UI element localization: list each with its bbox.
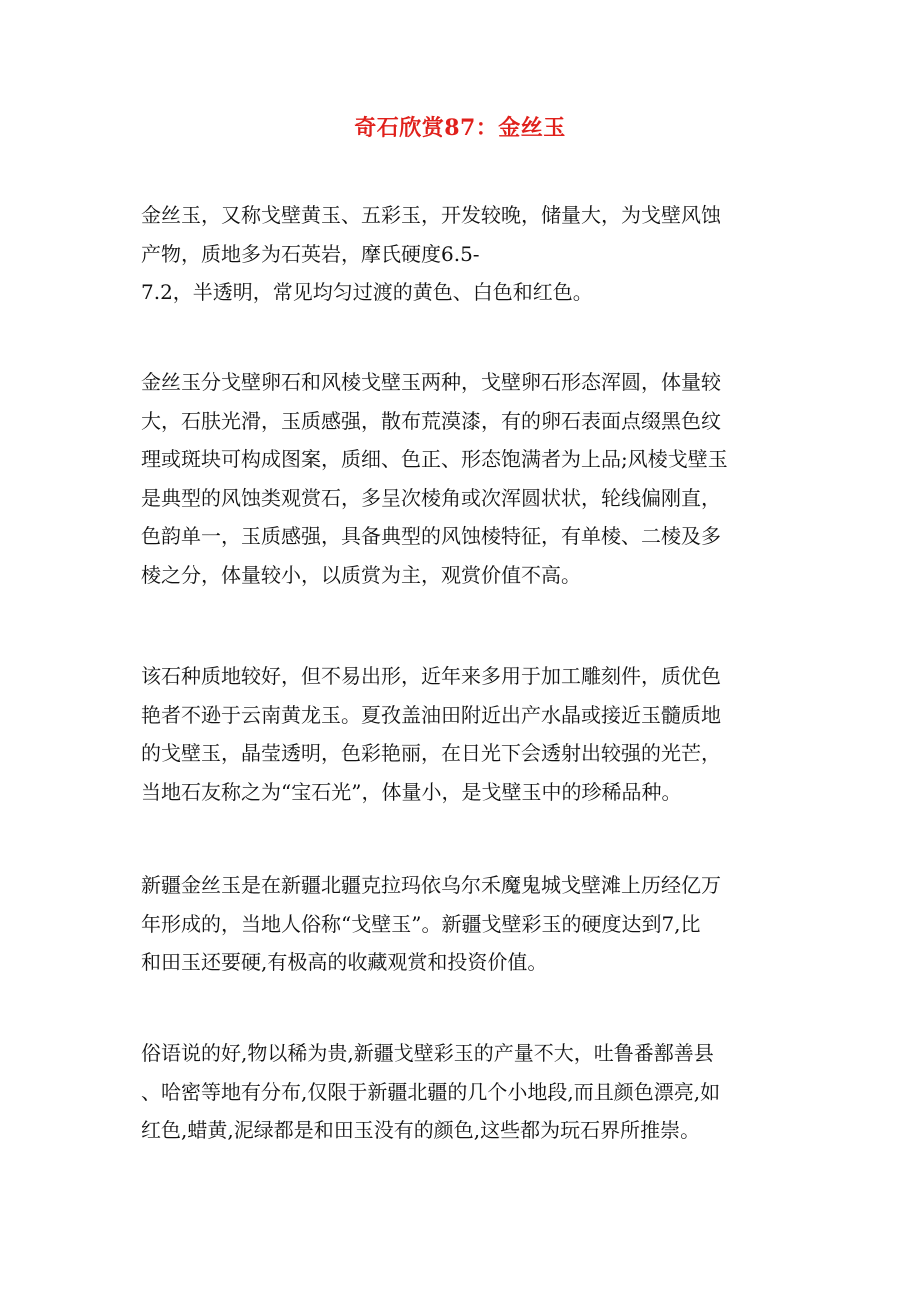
document-title: 奇石欣赏87：金丝玉 (354, 115, 566, 141)
paragraph-line: 该石种质地较好，但不易出形，近年来多用于加工雕刻件，质优色 (141, 664, 721, 688)
paragraph-4 (141, 866, 781, 982)
paragraph-3 (141, 657, 781, 811)
paragraph-1 (141, 196, 781, 312)
paragraph-line: 当地石友称之为“宝石光”，体量小，是戈壁玉中的珍稀品种。 (141, 779, 682, 804)
paragraph-line: 是典型的风蚀类观赏石，多呈次棱角或次浑圆状状，轮线偏刚直， (141, 485, 721, 510)
paragraph-line: 俗语说的好,物以稀为贵,新疆戈壁彩玉的产量不大，吐鲁番鄯善县 (141, 1041, 714, 1065)
paragraph-line: 的戈壁玉，晶莹透明，色彩艳丽，在日光下会透射出较强的光芒， (141, 741, 721, 765)
paragraph-line: 年形成的，当地人俗称“戈壁玉”。新疆戈壁彩玉的硬度达到7,比 (141, 911, 701, 936)
paragraph-2 (141, 363, 781, 594)
paragraph-line: 、哈密等地有分布,仅限于新疆北疆的几个小地段,而且颜色漂亮,如 (141, 1079, 721, 1104)
paragraph-line: 色韵单一，玉质感强，具备典型的风蚀棱特征，有单棱、二棱及多 (141, 524, 721, 548)
paragraph-line: 大，石肤光滑，玉质感强，散布荒漠漆，有的卵石表面点缀黑色纹 (141, 408, 721, 433)
paragraph-line: 金丝玉分戈壁卵石和风棱戈壁玉两种，戈壁卵石形态浑圆，体量较 (141, 370, 721, 394)
paragraph-line: 棱之分，体量较小，以质赏为主，观赏价值不高。 (141, 562, 581, 587)
paragraph-line: 艳者不逊于云南黄龙玉。夏孜盖油田附近出产水晶或接近玉髓质地 (141, 702, 721, 727)
paragraph-line: 产物，质地多为石英岩，摩氏硬度6.5- (141, 241, 480, 266)
paragraph-line: 和田玉还要硬,有极高的收藏观赏和投资价值。 (141, 950, 548, 974)
paragraph-5 (141, 1034, 781, 1150)
paragraph-line: 金丝玉，又称戈壁黄玉、五彩玉，开发较晚，储量大，为戈壁风蚀 (141, 203, 721, 227)
paragraph-line: 新疆金丝玉是在新疆北疆克拉玛依乌尔禾魔鬼城戈壁滩上历经亿万 (141, 873, 721, 897)
paragraph-line: 7.2，半透明，常见均匀过渡的黄色、白色和红色。 (141, 280, 593, 304)
paragraph-line: 理或斑块可构成图案，质细、色正、形态饱满者为上品;风棱戈壁玉 (141, 447, 728, 471)
paragraph-line: 红色,蜡黄,泥绿都是和田玉没有的颜色,这些都为玩石界所推崇。 (141, 1118, 701, 1142)
